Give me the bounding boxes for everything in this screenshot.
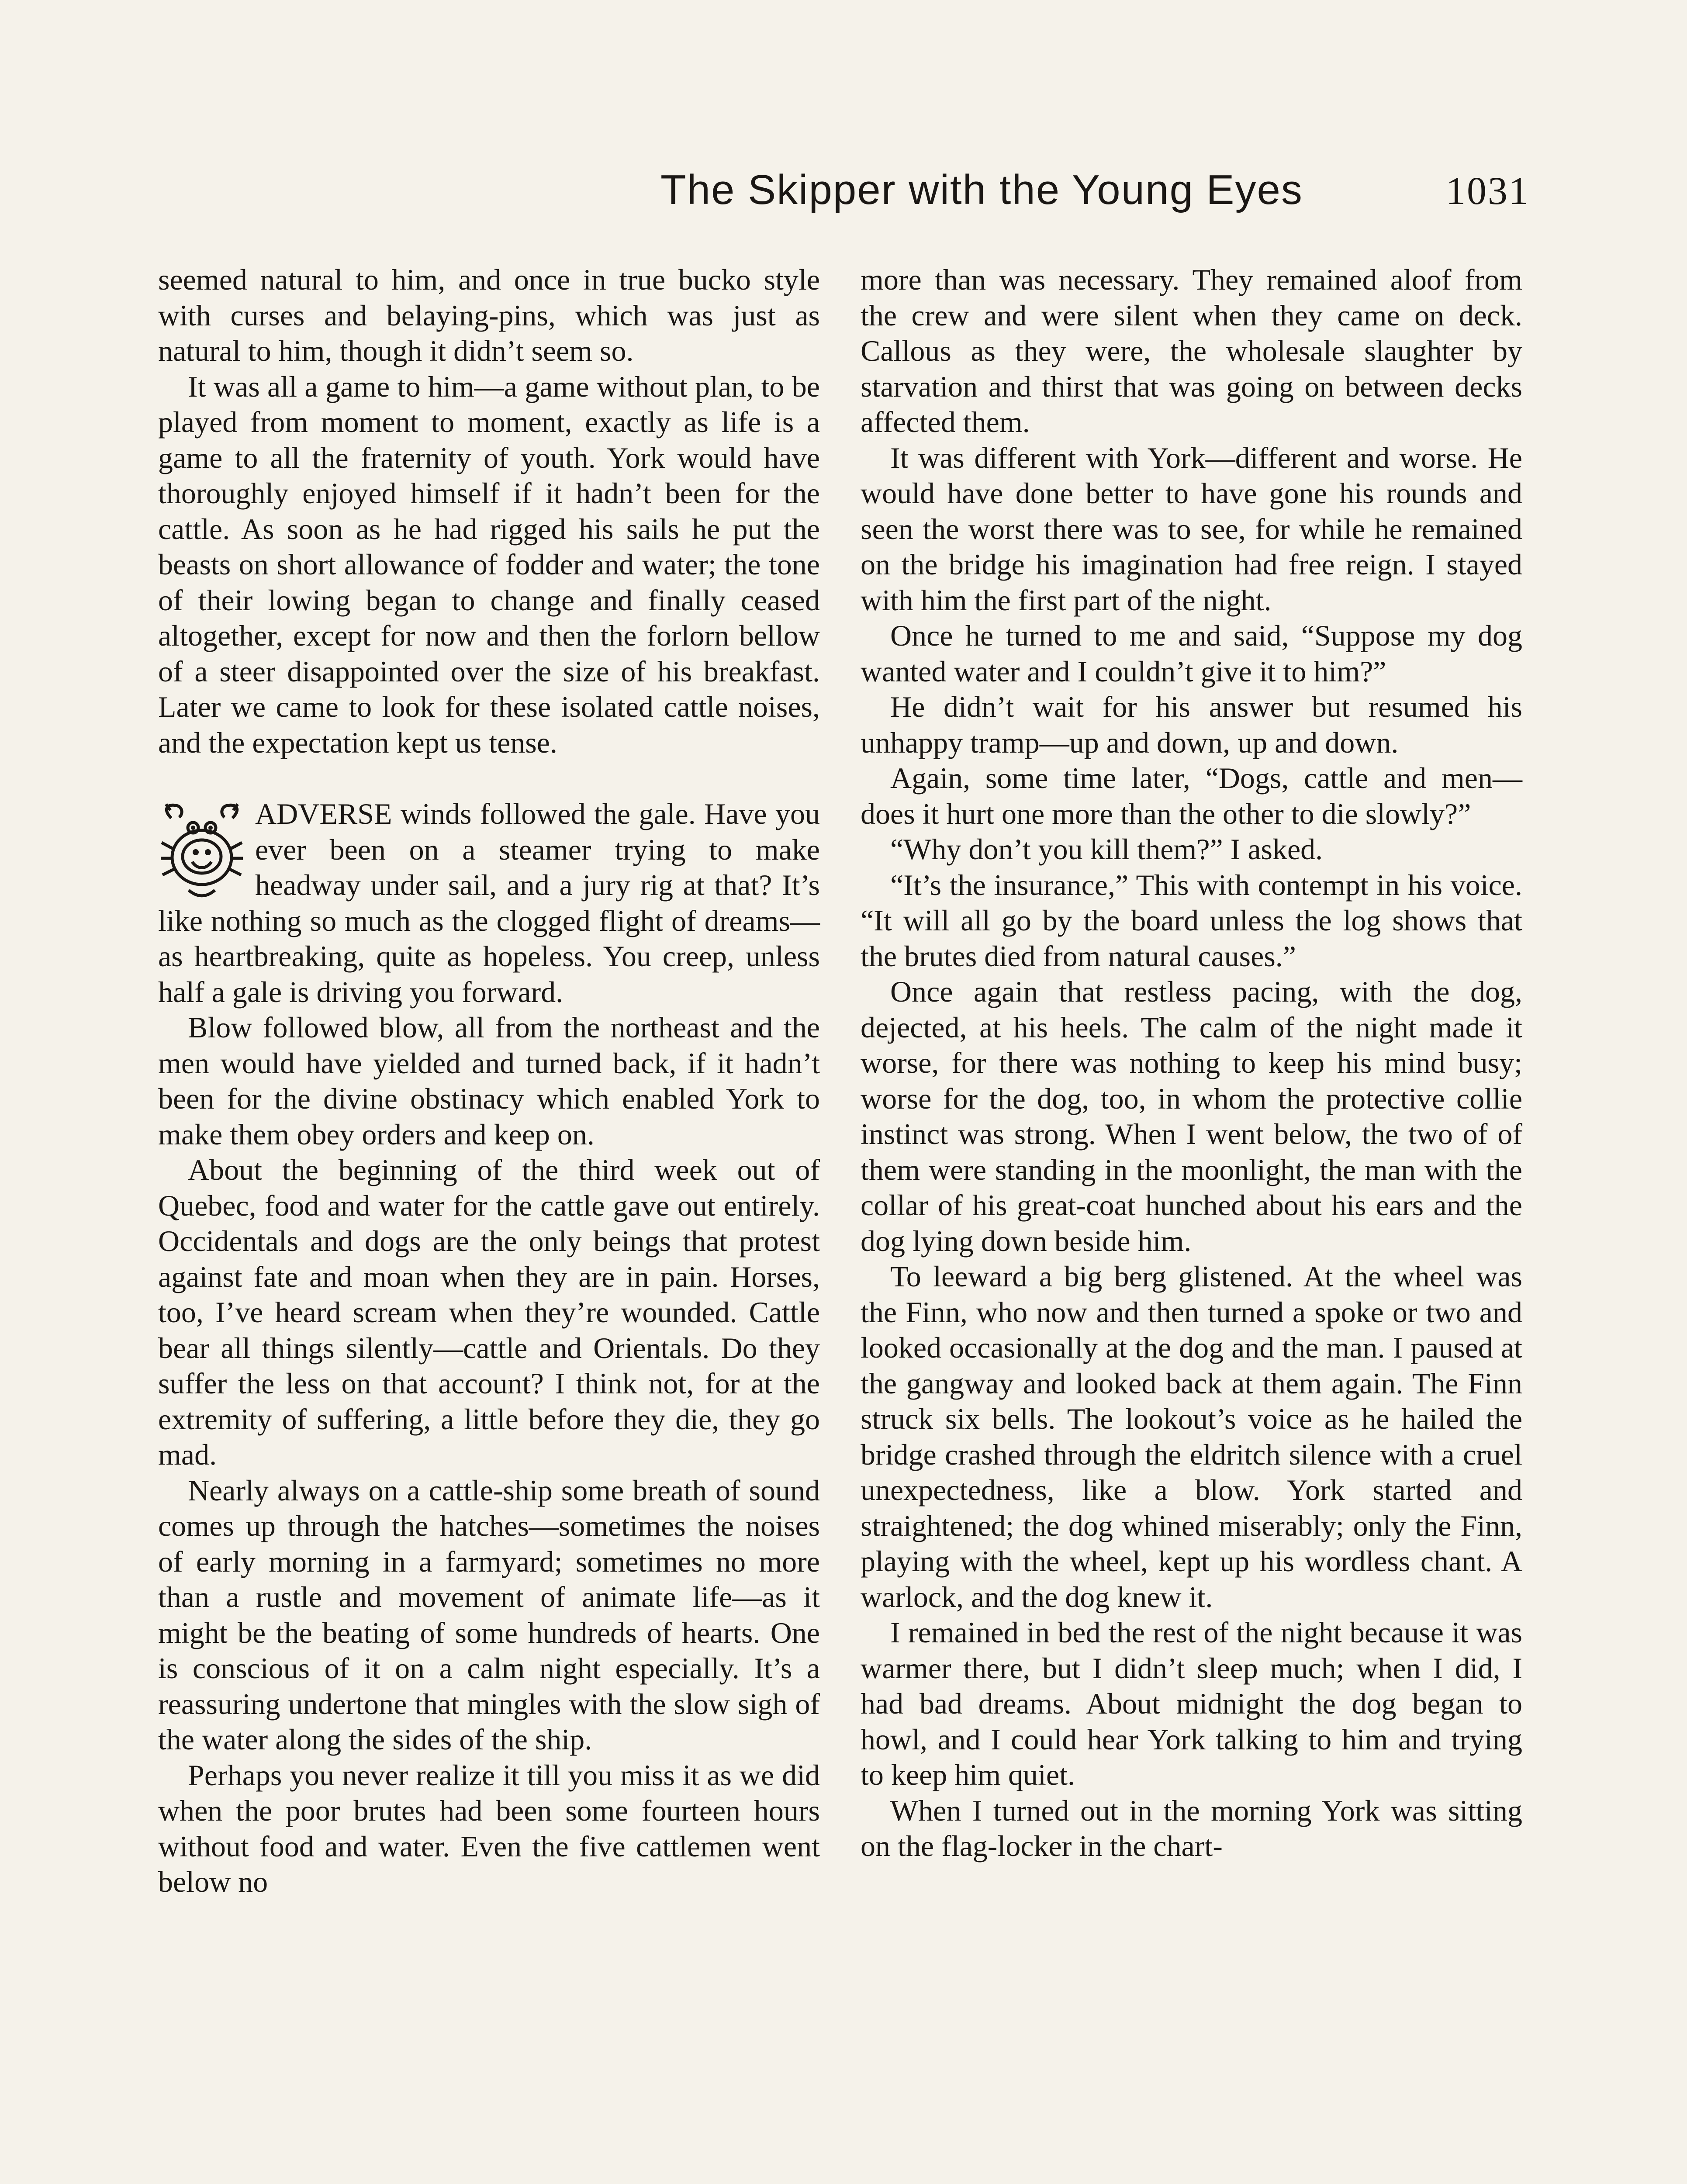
paragraph: Again, some time later, “Dogs, cattle and men—does it hurt one more than the other to die slowly?”: [861, 761, 1522, 830]
paragraph: “It’s the insurance,” This with contempt in his voice. “It will all go by the board unless the log shows that the brutes died from natural causes.”: [861, 868, 1522, 973]
paragraph: When I turned out in the morning York was sitting on the flag-locker in the chart-: [861, 1794, 1522, 1863]
running-title: The Skipper with the Young Eyes: [660, 166, 1303, 213]
right-column: [861, 262, 1522, 1864]
paragraph: more than was necessary. They remained aloof from the crew and were silent when they came on deck. Callous as they were, the wholesale slaughter by starvation and thirst that was going on between decks affected them.: [861, 263, 1522, 439]
page-number: 1031: [1446, 169, 1530, 213]
paragraph: He didn’t wait for his answer but resumed his unhappy tramp—up and down, up and down.: [861, 690, 1522, 759]
page-header: [162, 166, 1530, 227]
paragraph: Once he turned to me and said, “Suppose my dog wanted water and I couldn’t give it to him?”: [861, 619, 1522, 688]
section-break: [158, 760, 820, 796]
paragraph: It was all a game to him—a game without plan, to be played from moment to moment, exactly as life is a game to all the fraternity of youth. York would have thoroughly enjoyed himself if it hadn’t been for the cattle. As soon as he had rigged his sails he put the beasts on short allowance of fodder and water; the tone of their lowing began to change and finally ceased altogether, except for now and then the forlorn bellow of a steer disappointed over the size of his breakfast. Later we came to look for these isolated cattle noises, and the expectation kept us tense.: [158, 370, 820, 759]
crab-ornament-icon: [158, 801, 245, 902]
paragraph: “Why don’t you kill them?” I asked.: [890, 833, 1323, 866]
paragraph: To leeward a big berg glistened. At the wheel was the Finn, who now and then turned a spoke or two and looked occasionally at the dog and the man. I paused at the gangway and looked back at them again. The Finn struck six bells. The lookout’s voice as he hailed the bridge crashed through the eldritch silence with a cruel unexpectedness, like a blow. York started and straightened; the dog whined miserably; only the Finn, playing with the wheel, kept up his wordless chant. A warlock, and the dog knew it.: [861, 1260, 1522, 1614]
paragraph: About the beginning of the third week out of Quebec, food and water for the cattle gave out entirely. Occidentals and dogs are the only beings that protest against fate and moan when they are in pain. Horses, too, I’ve heard scream when they’re wounded. Cattle bear all things silently—cattle and Orientals. Do they suffer the less on that account? I think not, for at the extremity of suffering, a little before they die, they go mad.: [158, 1153, 820, 1471]
paragraph: It was different with York—different and worse. He would have done better to have gone his rounds and seen the worst there was to see, for while he remained on the bridge his imagination had free reign. I stayed with him the first part of the night.: [861, 441, 1522, 617]
paragraph: Blow followed blow, all from the northeast and the men would have yielded and turned back, if it hadn’t been for the divine obstinacy which enabled York to make them obey orders and keep on.: [158, 1011, 820, 1151]
paragraph: Nearly always on a cattle-ship some breath of sound comes up through the hatches—sometimes the noises of early morning in a farmyard; sometimes no more than a rustle and movement of animate life—as it might be the beating of some hundreds of hearts. One is conscious of it on a calm night especially. It’s a reassuring undertone that mingles with the slow sigh of the water along the sides of the ship.: [158, 1473, 820, 1756]
paragraph: I remained in bed the rest of the night because it was warmer there, but I didn’t sleep much; when I did, I had bad dreams. About midnight the dog began to howl, and I could hear York talking to him and trying to keep him quiet.: [861, 1616, 1522, 1791]
paragraph: Once again that restless pacing, with the dog, dejected, at his heels. The calm of the night made it worse, for there was nothing to keep his mind busy; worse for the dog, too, in whom the protective collie instinct was strong. When I went below, the two of of them were standing in the moonlight, the man with the collar of his great-coat hunched about his ears and the dog lying down beside him.: [861, 975, 1522, 1258]
paragraph: Perhaps you never realize it till you miss it as we did when the poor brutes had been some fourteen hours without food and water. Even the five cattlemen went below no: [158, 1758, 820, 1898]
paragraph: seemed natural to him, and once in true bucko style with curses and belaying-pins, which was just as natural to him, though it didn’t seem so.: [158, 263, 820, 367]
left-column: [158, 262, 820, 1900]
paragraph: ADVERSE winds followed the gale. Have you ever been on a steamer trying to make headway under sail, and a jury rig at that? It’s like nothing so much as the clogged flight of dreams—as heartbreaking, quite as hopeless. You creep, unless half a gale is driving you forward.: [158, 797, 820, 1009]
